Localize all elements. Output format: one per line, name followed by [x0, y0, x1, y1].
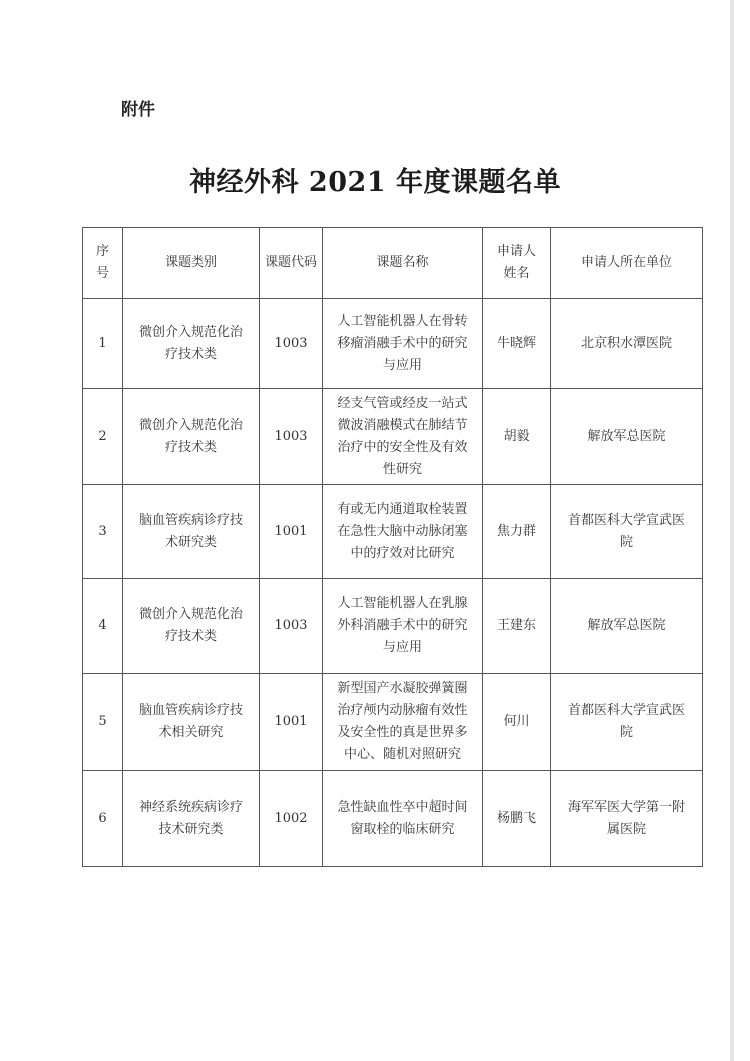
cell-no: 1 — [83, 299, 123, 389]
table-header-row — [83, 228, 703, 299]
cell-code: 1001 — [260, 674, 323, 771]
table-row — [83, 579, 703, 674]
cell-category: 微创介入规范化治 疗技术类 — [123, 389, 260, 485]
cell-applicant: 焦力群 — [483, 485, 551, 579]
cell-category: 神经系统疾病诊疗 技术研究类 — [123, 771, 260, 867]
cell-no: 3 — [83, 485, 123, 579]
cell-topic: 人工智能机器人在骨转 移瘤消融手术中的研究 与应用 — [323, 299, 483, 389]
cell-category: 微创介入规范化治 疗技术类 — [123, 299, 260, 389]
cell-topic: 新型国产水凝胶弹簧圈 治疗颅内动脉瘤有效性 及安全性的真是世界多 中心、随机对照研究 — [323, 674, 483, 771]
cell-category: 脑血管疾病诊疗技 术相关研究 — [123, 674, 260, 771]
topic-list-table — [82, 227, 703, 867]
cell-applicant: 王建东 — [483, 579, 551, 674]
table-row — [83, 299, 703, 389]
cell-no: 4 — [83, 579, 123, 674]
cell-institution: 首都医科大学宣武医 院 — [551, 674, 703, 771]
header-category: 课题类别 — [123, 228, 260, 299]
cell-code: 1001 — [260, 485, 323, 579]
cell-institution: 海军军医大学第一附 属医院 — [551, 771, 703, 867]
cell-no: 5 — [83, 674, 123, 771]
cell-code: 1003 — [260, 299, 323, 389]
header-applicant: 申请人 姓名 — [483, 228, 551, 299]
table-row — [83, 389, 703, 485]
cell-topic: 人工智能机器人在乳腺 外科消融手术中的研究 与应用 — [323, 579, 483, 674]
cell-institution: 北京积水潭医院 — [551, 299, 703, 389]
cell-no: 6 — [83, 771, 123, 867]
cell-code: 1002 — [260, 771, 323, 867]
table-row — [83, 771, 703, 867]
table-row — [83, 485, 703, 579]
cell-no: 2 — [83, 389, 123, 485]
cell-category: 微创介入规范化治 疗技术类 — [123, 579, 260, 674]
cell-applicant: 胡毅 — [483, 389, 551, 485]
attachment-label: 附件 — [121, 100, 155, 120]
cell-applicant: 何川 — [483, 674, 551, 771]
cell-institution: 解放军总医院 — [551, 579, 703, 674]
header-serial-number: 序 号 — [83, 228, 123, 299]
header-code: 课题代码 — [260, 228, 323, 299]
table-row — [83, 674, 703, 771]
cell-topic: 有或无内通道取栓装置 在急性大脑中动脉闭塞 中的疗效对比研究 — [323, 485, 483, 579]
cell-applicant: 牛晓辉 — [483, 299, 551, 389]
cell-topic: 急性缺血性卒中超时间 窗取栓的临床研究 — [323, 771, 483, 867]
header-institution: 申请人所在单位 — [551, 228, 703, 299]
cell-code: 1003 — [260, 579, 323, 674]
cell-applicant: 杨鹏飞 — [483, 771, 551, 867]
cell-topic: 经支气管或经皮一站式 微波消融模式在肺结节 治疗中的安全性及有效 性研究 — [323, 389, 483, 485]
cell-code: 1003 — [260, 389, 323, 485]
cell-category: 脑血管疾病诊疗技 术研究类 — [123, 485, 260, 579]
cell-institution: 首都医科大学宣武医 院 — [551, 485, 703, 579]
header-topic-name: 课题名称 — [323, 228, 483, 299]
document-title: 神经外科 2021 年度课题名单 — [189, 167, 561, 198]
cell-institution: 解放军总医院 — [551, 389, 703, 485]
